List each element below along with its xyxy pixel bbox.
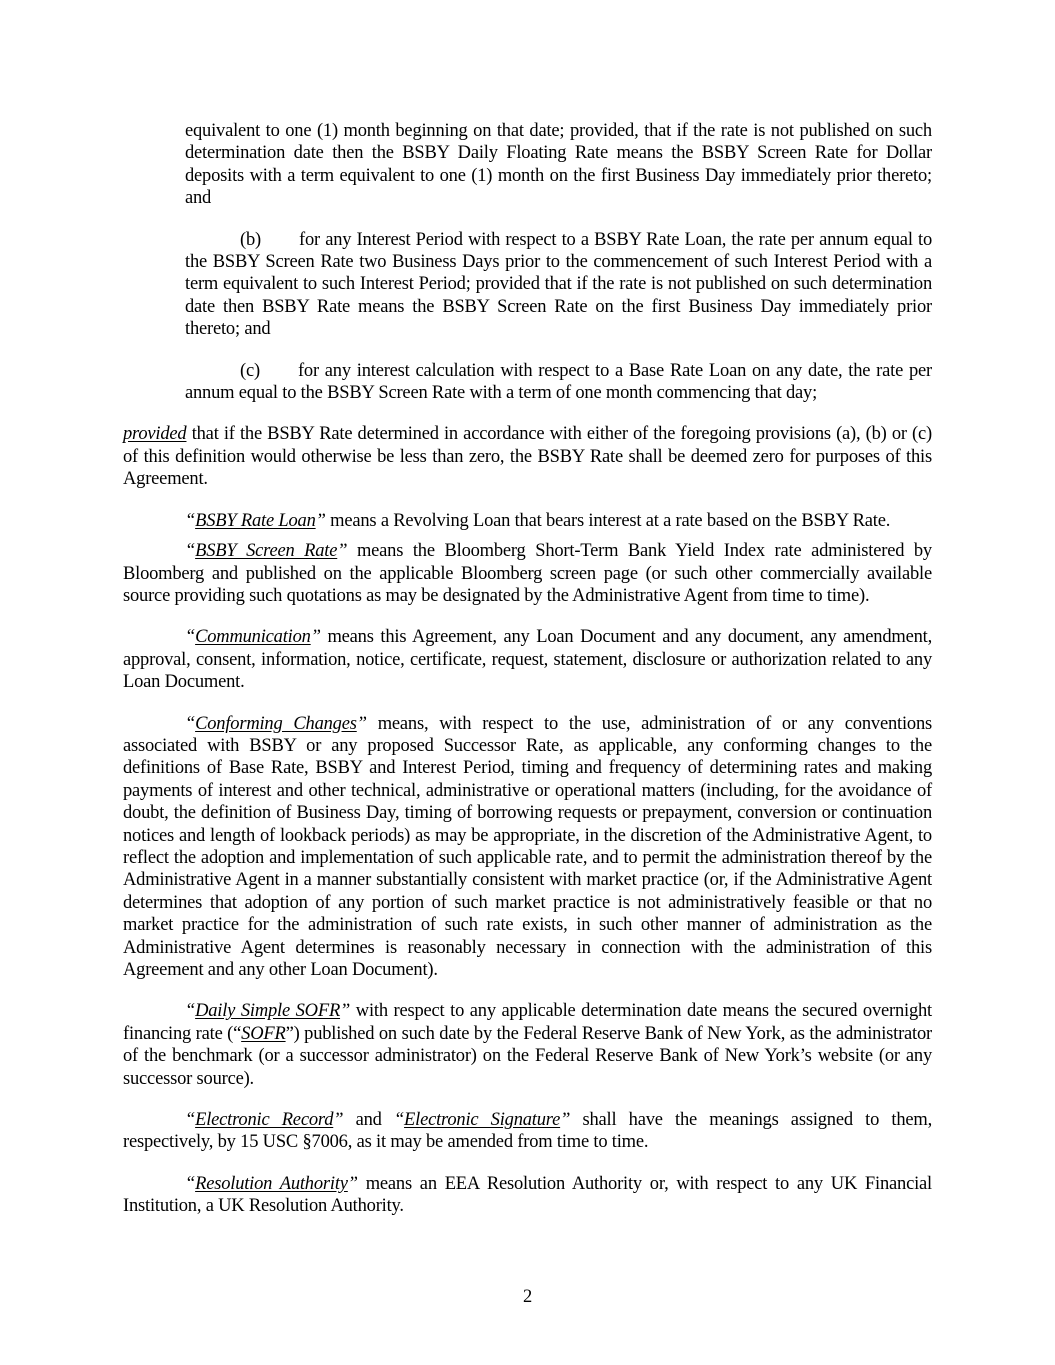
defined-term: Daily Simple SOFR (195, 1001, 341, 1022)
text-run: means this Agreement, any Loan Document and any document, any amendment, approval, consent, information, notice, certificate, request, statement, disclosure or authorization related to any Loan Document. (123, 627, 932, 693)
text-run: “ (185, 1173, 196, 1194)
text-run: for any interest calculation with respect to a Base Rate Loan on any date, the rate per annum equal to the BSBY Screen Rate with a term of one month commencing that day; (185, 360, 932, 404)
text-run: ” (560, 1110, 571, 1131)
paragraph-definition-resolution-authority (123, 1173, 932, 1218)
text-run: means a Revolving Loan that bears interest at a rate based on the BSBY Rate. (325, 510, 891, 531)
text-run: that if the BSBY Rate determined in accordance with either of the foregoing provisions (a), (b) or (c) of this definition would otherwise be less than zero, the BSBY Rate shall be deemed zero for purposes of this Agreement. (123, 424, 932, 490)
paragraph-definition-electronic-record-signature (123, 1109, 932, 1154)
defined-term: SOFR (241, 1023, 286, 1044)
paragraph-definition-communication (123, 626, 932, 693)
text-run: ” (337, 541, 348, 562)
paragraph-definition-conforming-changes (123, 713, 932, 982)
paragraph-definition-bsby-rate-loan (123, 510, 932, 532)
text-run: “ (185, 1110, 196, 1131)
text-run: ” (340, 1001, 351, 1022)
text-run: (b) (240, 229, 261, 250)
text-run: “ (185, 627, 196, 648)
text-run: means the Bloomberg Short-Term Bank Yield Index rate administered by Bloomberg and published on the applicable Bloomberg screen page (or such other commercially available source providing such quotations as may be designated by the Administrative Agent from time to time). (123, 541, 932, 606)
text-run: and (343, 1110, 394, 1131)
text-run: ” (315, 510, 326, 531)
paragraph-proviso-bsby-rate (123, 423, 932, 490)
document-body (123, 120, 932, 1218)
text-run: ” (310, 627, 321, 648)
text-run: ” (356, 713, 367, 734)
text-run: means an EEA Resolution Authority or, with respect to any UK Financial Institution, a UK Resolution Authority. (123, 1173, 932, 1217)
defined-term: Electronic Record (195, 1110, 334, 1131)
text-run: “ (185, 510, 196, 531)
defined-term: BSBY Screen Rate (195, 541, 338, 562)
defined-term: Communication (195, 627, 311, 648)
defined-term: provided (123, 424, 187, 445)
text-run: equivalent to one (1) month beginning on that date; provided, that if the rate is not published on such determination date then the BSBY Daily Floating Rate means the BSBY Screen Rate for Dollar deposits with a term equivalent to one (1) month on the first Business Day immediately prior thereto; and (185, 121, 932, 209)
defined-term: Conforming Changes (195, 713, 357, 734)
paragraph-clause-a-continuation (185, 120, 932, 210)
text-run: “ (393, 1110, 405, 1131)
page-number: 2 (522, 1287, 533, 1307)
paragraph-clause-c (185, 360, 932, 405)
text-run: ” (333, 1110, 344, 1131)
text-run: for any Interest Period with respect to a BSBY Rate Loan, the rate per annum equal to the BSBY Screen Rate two Business Days prior to the commencement of such Interest Period with a term equivalent to such Interest Period; provided that if the rate is not published on such determination date then BSBY Rate means the BSBY Screen Rate on the first Business Day immediately prior thereto; and (185, 229, 932, 340)
text-run: (c) (240, 360, 260, 381)
text-run: “ (185, 713, 196, 734)
paragraph-definition-bsby-screen-rate (123, 540, 932, 607)
paragraph-clause-b (185, 229, 932, 341)
defined-term: Resolution Authority (195, 1173, 348, 1194)
text-run: “ (185, 1001, 196, 1022)
paragraph-definition-daily-simple-sofr (123, 1000, 932, 1090)
text-run: means, with respect to the use, administration of or any conventions associated with BSBY or any proposed Successor Rate, as applicable, any conforming changes to the definitions of Base Rate, BSBY and Interest Period, timing and frequency of determining rates and making payments of interest and other technical, administrative or operational matters (including, for the avoidance of doubt, the definition of Business Day, timing of borrowing requests or prepayment, conversion or continuation notices and length of lookback periods) as may be appropriate, in the discretion of the Administrative Agent, to reflect the adoption and implementation of such applicable rate, and to permit the administration thereof by the Administrative Agent in a manner substantially consistent with market practice (or, if the Administrative Agent determines that adoption of any portion of such market practice is not administratively feasible or that no market practice for the administration of such rate exists, in such other manner of administration as the Administrative Agent determines is reasonably necessary in connection with the administration of this Agreement and any other Loan Document). (123, 713, 932, 980)
defined-term: Electronic Signature (404, 1110, 561, 1131)
defined-term: BSBY Rate Loan (195, 510, 316, 531)
text-run: shall have the meanings assigned to them, respectively, by 15 USC §7006, as it may be amended from time to time. (123, 1110, 933, 1153)
text-run: ” (347, 1173, 358, 1194)
text-run: “ (185, 541, 196, 562)
text-run: ”) published on such date by the Federal Reserve Bank of New York, as the administrator of the benchmark (or a successor administrator) on the Federal Reserve Bank of New York’s website (or any successor source). (123, 1023, 932, 1089)
text-run: with respect to any applicable determination date means the secured overnight financing rate (“ (123, 1001, 932, 1044)
